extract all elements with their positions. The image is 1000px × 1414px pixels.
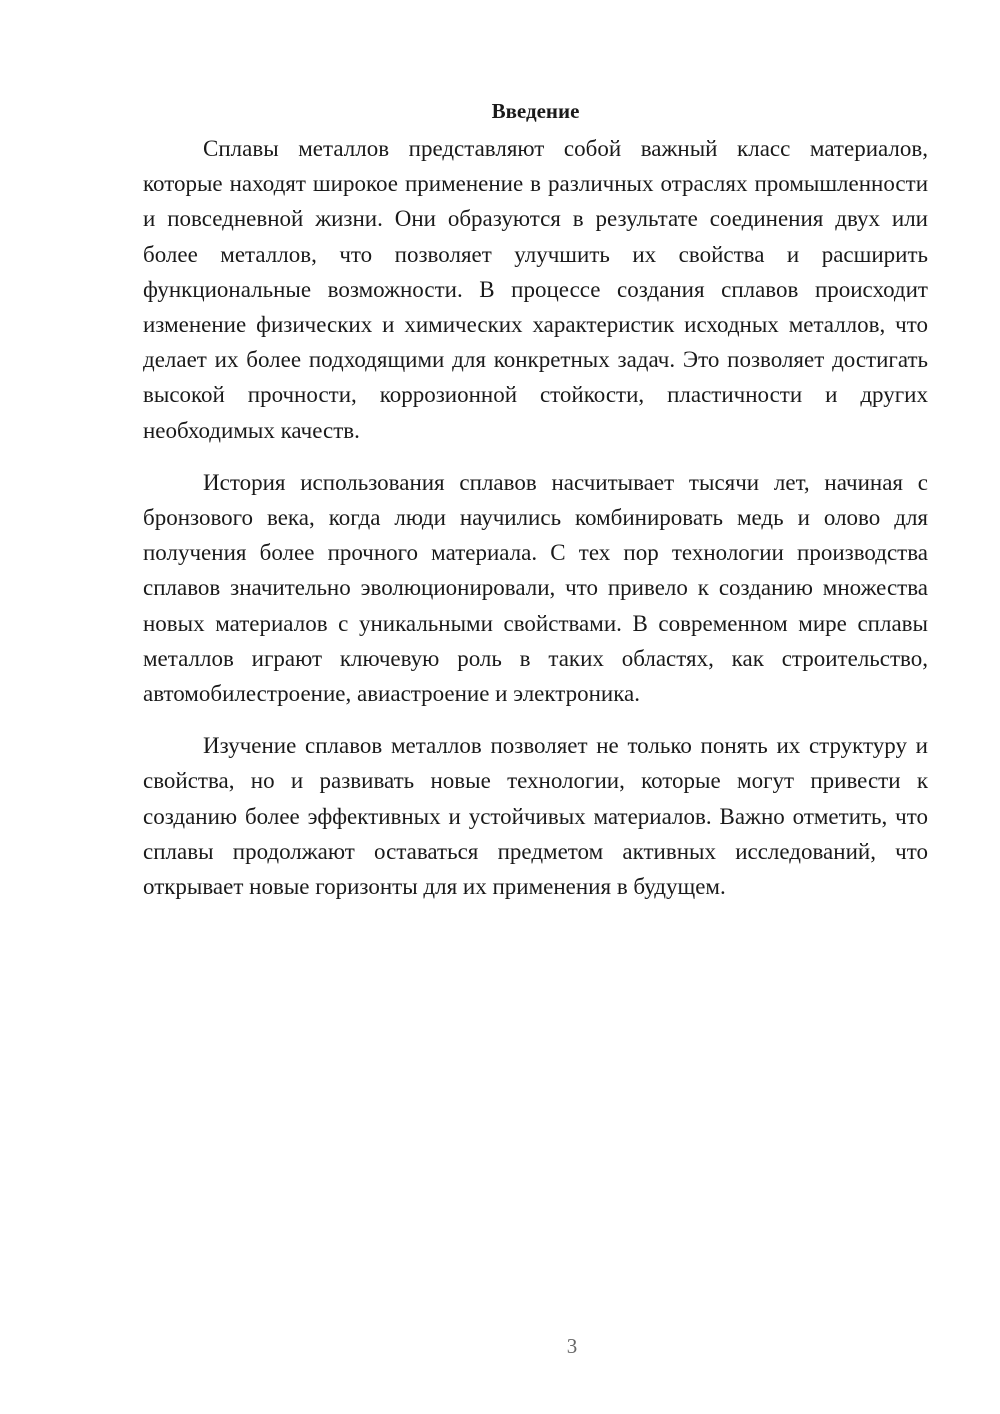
- paragraph-history: История использования сплавов насчитывает тысячи лет, начиная с бронзового века, когда люди научились комбинировать медь и олово для получения более прочного материала. С тех пор технологии производства сплавов значительно эволюционировали, что привело к созданию множества новых материалов с уникальными свойствами. В современном мире сплавы металлов играют ключевую роль в таких областях, как строительство, автомобилестроение, авиастроение и электроника.: [143, 469, 928, 707]
- page-number: 3: [566, 1334, 578, 1358]
- page-content: [143, 95, 928, 921]
- section-heading: Введение: [491, 99, 580, 123]
- paragraph-study: Изучение сплавов металлов позволяет не только понять их структуру и свойства, но и развивать новые технологии, которые могут привести к созданию более эффективных и устойчивых материалов. Важно отметить, что сплавы продолжают оставаться предметом активных исследований, что открывает новые горизонты для их применения в будущем.: [143, 733, 928, 900]
- paragraph-intro: Сплавы металлов представляют собой важный класс материалов, которые находят широкое применение в различных отраслях промышленности и повседневной жизни. Они образуются в результате соединения двух или более металлов, что позволяет улучшить их свойства и расширить функциональные возможности. В процессе создания сплавов происходит изменение физических и химических характеристик исходных металлов, что делает их более подходящими для конкретных задач. Это позволяет достигать высокой прочности, коррозионной стойкости, пластичности и других необходимых качеств.: [143, 136, 928, 443]
